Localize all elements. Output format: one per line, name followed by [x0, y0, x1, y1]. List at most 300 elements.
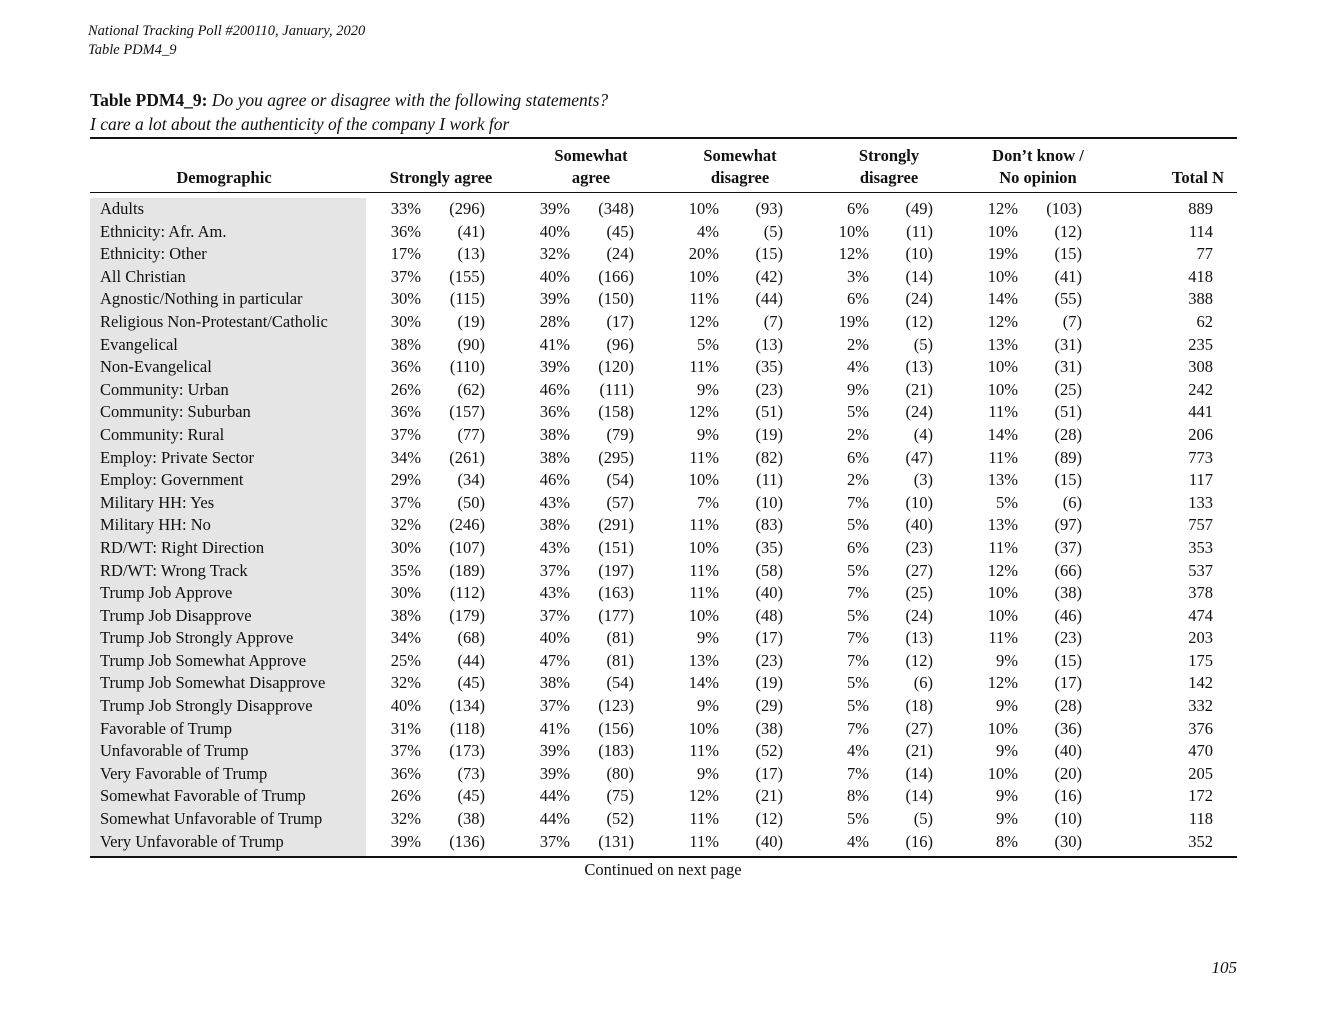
row-label: Favorable of Trump [100, 718, 232, 738]
cell-total-n: 418 [1188, 266, 1213, 286]
cell-swd-percent: 10% [688, 537, 719, 557]
cell-dk-percent: 13% [987, 515, 1018, 535]
cell-dk-percent: 9% [996, 741, 1018, 761]
cell-sa-count: (136) [449, 831, 485, 851]
cell-sd-percent: 5% [847, 402, 869, 422]
cell-sd-count: (16) [905, 831, 933, 851]
row-label: Somewhat Unfavorable of Trump [100, 809, 323, 829]
cell-total-n: 308 [1188, 357, 1213, 377]
cell-swa-percent: 37% [539, 831, 570, 851]
cell-total-n: 62 [1196, 311, 1213, 331]
cell-dk-count: (16) [1054, 786, 1082, 806]
cell-swd-percent: 4% [697, 221, 719, 241]
cell-dk-count: (40) [1054, 741, 1082, 761]
cell-dk-count: (30) [1054, 831, 1082, 851]
cell-swd-percent: 13% [688, 650, 719, 670]
cell-dk-count: (103) [1046, 199, 1082, 218]
cell-swa-count: (81) [606, 628, 634, 648]
cell-sd-count: (24) [905, 402, 933, 422]
cell-sa-count: (73) [457, 763, 485, 783]
cell-sd-percent: 4% [847, 741, 869, 761]
cell-swa-percent: 43% [539, 492, 570, 512]
cell-sd-count: (24) [905, 605, 933, 625]
cell-dk-count: (38) [1054, 583, 1082, 603]
cell-sd-percent: 7% [847, 763, 869, 783]
cell-sd-percent: 4% [847, 831, 869, 851]
cell-total-n: 77 [1196, 244, 1213, 264]
cell-swa-count: (295) [598, 447, 634, 467]
cell-sd-count: (14) [905, 266, 933, 286]
cell-swa-count: (156) [598, 718, 634, 738]
cell-dk-count: (15) [1054, 650, 1082, 670]
cell-dk-percent: 12% [987, 560, 1018, 580]
cell-dk-count: (15) [1054, 244, 1082, 264]
cell-sd-count: (3) [913, 470, 933, 490]
cell-swd-count: (44) [755, 289, 783, 309]
cell-swa-count: (177) [598, 605, 634, 625]
row-label: Ethnicity: Afr. Am. [100, 221, 227, 241]
cell-swa-percent: 37% [539, 696, 570, 716]
cell-sd-count: (14) [905, 763, 933, 783]
cell-dk-percent: 10% [987, 605, 1018, 625]
cell-sd-count: (25) [905, 583, 933, 603]
cell-swa-percent: 39% [539, 357, 570, 377]
cell-dk-count: (7) [1062, 311, 1082, 331]
cell-swa-count: (163) [598, 583, 634, 603]
cell-sd-count: (40) [905, 515, 933, 535]
cell-total-n: 757 [1188, 515, 1213, 535]
cell-dk-count: (37) [1054, 537, 1082, 557]
page-number: 105 [1211, 958, 1237, 977]
cell-swd-count: (19) [755, 673, 783, 693]
cell-sa-count: (19) [457, 311, 485, 331]
cell-swa-percent: 44% [539, 809, 570, 829]
cell-sa-percent: 37% [390, 266, 421, 286]
cell-swd-count: (17) [755, 628, 783, 648]
table-body [90, 198, 1237, 853]
row-label: Unfavorable of Trump [100, 741, 249, 761]
cell-sd-percent: 4% [847, 357, 869, 377]
cell-sd-count: (13) [905, 357, 933, 377]
row-label: Community: Suburban [100, 402, 251, 422]
cell-sa-count: (45) [457, 786, 485, 806]
cell-sd-count: (14) [905, 786, 933, 806]
cell-sa-percent: 36% [390, 221, 421, 241]
column-header-total-n: Total N [1171, 168, 1224, 187]
cell-total-n: 378 [1188, 583, 1213, 603]
table-row [90, 266, 1237, 289]
cell-swa-percent: 40% [539, 266, 570, 286]
row-label: Evangelical [100, 334, 178, 354]
cell-swa-percent: 41% [539, 334, 570, 354]
cell-sa-percent: 26% [390, 786, 421, 806]
cell-swd-percent: 9% [697, 628, 719, 648]
cell-sa-count: (173) [449, 741, 485, 761]
cell-swa-percent: 46% [539, 379, 570, 399]
cell-swd-percent: 11% [689, 809, 719, 829]
table-row [90, 695, 1237, 718]
table-row [90, 605, 1237, 628]
cell-sa-percent: 25% [390, 650, 421, 670]
cell-swa-count: (183) [598, 741, 634, 761]
cell-dk-count: (6) [1062, 492, 1082, 512]
cell-sd-count: (10) [905, 244, 933, 264]
cell-sd-count: (49) [905, 199, 933, 218]
cell-dk-count: (28) [1054, 424, 1082, 444]
cell-sd-percent: 7% [847, 583, 869, 603]
cell-swa-count: (150) [598, 289, 634, 309]
table-row [90, 740, 1237, 763]
row-label: Trump Job Approve [100, 583, 233, 603]
cell-sd-count: (11) [906, 221, 933, 241]
cell-swa-percent: 39% [539, 763, 570, 783]
table-row [90, 582, 1237, 605]
table-row [90, 401, 1237, 424]
row-label: Military HH: Yes [100, 492, 215, 512]
table-row [90, 560, 1237, 583]
table-row [90, 808, 1237, 831]
row-label: Trump Job Somewhat Disapprove [100, 673, 326, 693]
cell-swa-percent: 38% [539, 447, 570, 467]
cell-swa-percent: 36% [539, 402, 570, 422]
row-label: Employ: Government [100, 470, 244, 490]
cell-sa-count: (179) [449, 605, 485, 625]
cell-sa-count: (45) [457, 673, 485, 693]
cell-swa-percent: 37% [539, 605, 570, 625]
cell-dk-percent: 9% [996, 650, 1018, 670]
cell-swd-percent: 9% [697, 424, 719, 444]
cell-dk-count: (66) [1054, 560, 1082, 580]
cell-sa-count: (34) [457, 470, 485, 490]
cell-swa-percent: 41% [539, 718, 570, 738]
table-row [90, 424, 1237, 447]
cell-sa-percent: 29% [390, 470, 421, 490]
cell-sd-count: (18) [905, 696, 933, 716]
cell-sa-percent: 36% [390, 763, 421, 783]
cell-sa-percent: 32% [390, 673, 421, 693]
table-top-rule [90, 137, 1237, 139]
cell-swd-count: (52) [755, 741, 783, 761]
cell-total-n: 376 [1188, 718, 1213, 738]
cell-sa-percent: 30% [390, 583, 421, 603]
cell-total-n: 114 [1188, 221, 1213, 241]
column-header-dont-know: Don’t know / No opinion [992, 146, 1084, 187]
cell-sd-percent: 3% [847, 266, 869, 286]
cell-sa-count: (134) [449, 696, 485, 716]
cell-sd-count: (27) [905, 560, 933, 580]
row-label: Employ: Private Sector [100, 447, 254, 467]
cell-swd-percent: 7% [697, 492, 719, 512]
cell-swd-count: (5) [763, 221, 783, 241]
cell-swd-percent: 10% [688, 605, 719, 625]
row-label: Very Favorable of Trump [100, 763, 268, 783]
cell-sa-count: (107) [449, 537, 485, 557]
table-row [90, 198, 1237, 221]
cell-sa-count: (41) [457, 221, 485, 241]
cell-dk-count: (31) [1054, 357, 1082, 377]
cell-sa-count: (157) [449, 402, 485, 422]
cell-total-n: 142 [1188, 673, 1213, 693]
row-label: Trump Job Somewhat Approve [100, 650, 307, 670]
cell-sa-count: (90) [457, 334, 485, 354]
cell-swd-percent: 9% [697, 763, 719, 783]
table-statement: I care a lot about the authenticity of the company I work for [90, 114, 510, 134]
row-label: Community: Urban [100, 379, 229, 399]
cell-sa-count: (13) [457, 244, 485, 264]
row-label: Trump Job Strongly Disapprove [100, 696, 313, 716]
table-row [90, 672, 1237, 695]
cell-sa-percent: 36% [390, 357, 421, 377]
cell-swa-count: (158) [598, 402, 634, 422]
table-row [90, 537, 1237, 560]
cell-swd-percent: 9% [697, 379, 719, 399]
cell-swd-percent: 10% [688, 199, 719, 218]
cell-total-n: 205 [1188, 763, 1213, 783]
cell-total-n: 353 [1188, 537, 1213, 557]
cell-dk-percent: 11% [988, 628, 1018, 648]
cell-total-n: 206 [1188, 424, 1213, 444]
cell-sd-count: (27) [905, 718, 933, 738]
cell-swd-percent: 11% [689, 583, 719, 603]
column-header-somewhat-disagree: Somewhat disagree [703, 146, 777, 187]
cell-swd-percent: 11% [689, 289, 719, 309]
cell-sa-count: (115) [449, 289, 485, 309]
cell-swd-count: (29) [755, 696, 783, 716]
cell-total-n: 118 [1188, 809, 1213, 829]
cell-dk-percent: 10% [987, 221, 1018, 241]
table-row [90, 627, 1237, 650]
cell-sd-percent: 2% [847, 334, 869, 354]
cell-sa-count: (155) [449, 266, 485, 286]
row-label: Military HH: No [100, 515, 211, 535]
cell-swd-count: (58) [755, 560, 783, 580]
cell-sa-count: (44) [457, 650, 485, 670]
cell-sa-count: (110) [449, 357, 485, 377]
cell-sa-count: (112) [449, 583, 485, 603]
cell-dk-count: (41) [1054, 266, 1082, 286]
cell-swa-count: (197) [598, 560, 634, 580]
cell-sd-percent: 10% [838, 221, 869, 241]
cell-swa-percent: 46% [539, 470, 570, 490]
cell-swd-count: (23) [755, 650, 783, 670]
cell-sd-percent: 5% [847, 809, 869, 829]
cell-swd-percent: 20% [688, 244, 719, 264]
cell-swd-percent: 11% [689, 357, 719, 377]
cell-swa-count: (17) [606, 311, 634, 331]
cell-total-n: 470 [1188, 741, 1213, 761]
cell-swd-count: (82) [755, 447, 783, 467]
cell-dk-count: (89) [1054, 447, 1082, 467]
cell-dk-count: (31) [1054, 334, 1082, 354]
cell-total-n: 773 [1188, 447, 1213, 467]
cell-total-n: 235 [1188, 334, 1213, 354]
cell-total-n: 203 [1188, 628, 1213, 648]
cell-swd-count: (35) [755, 537, 783, 557]
row-label: Very Unfavorable of Trump [100, 831, 284, 851]
cell-sa-percent: 37% [390, 424, 421, 444]
cell-sa-count: (118) [449, 718, 485, 738]
cell-swa-percent: 44% [539, 786, 570, 806]
cell-swa-count: (79) [606, 424, 634, 444]
cell-dk-percent: 14% [987, 289, 1018, 309]
cell-sd-count: (5) [913, 809, 933, 829]
cell-swd-percent: 12% [688, 786, 719, 806]
cell-sa-count: (62) [457, 379, 485, 399]
cell-swd-count: (13) [755, 334, 783, 354]
cell-sd-count: (13) [905, 628, 933, 648]
cell-swd-count: (19) [755, 424, 783, 444]
cell-sd-count: (21) [905, 741, 933, 761]
cell-sd-percent: 7% [847, 650, 869, 670]
table-row [90, 718, 1237, 741]
cell-swa-percent: 47% [539, 650, 570, 670]
cell-sd-percent: 7% [847, 628, 869, 648]
row-label: Trump Job Disapprove [100, 605, 252, 625]
cell-swa-count: (151) [598, 537, 634, 557]
cell-swa-percent: 40% [539, 221, 570, 241]
table-row [90, 379, 1237, 402]
cell-swa-count: (120) [598, 357, 634, 377]
cell-sd-percent: 5% [847, 673, 869, 693]
cell-swa-count: (54) [606, 470, 634, 490]
cell-swa-count: (131) [598, 831, 634, 851]
row-label: All Christian [100, 266, 186, 286]
cell-sd-percent: 6% [847, 537, 869, 557]
cell-swd-percent: 14% [688, 673, 719, 693]
cell-dk-count: (55) [1054, 289, 1082, 309]
cell-swa-count: (123) [598, 696, 634, 716]
cell-dk-count: (36) [1054, 718, 1082, 738]
cell-swd-percent: 9% [697, 696, 719, 716]
cell-total-n: 175 [1188, 650, 1213, 670]
table-row [90, 447, 1237, 470]
cell-total-n: 441 [1188, 402, 1213, 422]
column-header-demographic: Demographic [176, 168, 272, 187]
cell-total-n: 889 [1188, 199, 1213, 218]
cell-swa-percent: 28% [539, 311, 570, 331]
cell-sa-percent: 39% [390, 831, 421, 851]
cell-sd-percent: 5% [847, 560, 869, 580]
row-label: Adults [100, 199, 145, 218]
cell-swd-count: (38) [755, 718, 783, 738]
continued-note: Continued on next page [584, 860, 742, 879]
cell-dk-percent: 11% [988, 447, 1018, 467]
cell-swd-percent: 10% [688, 266, 719, 286]
cell-dk-percent: 19% [987, 244, 1018, 264]
cell-swa-count: (166) [598, 266, 634, 286]
cell-swa-count: (75) [606, 786, 634, 806]
cell-total-n: 172 [1188, 786, 1213, 806]
cell-dk-percent: 10% [987, 357, 1018, 377]
table-row [90, 221, 1237, 244]
row-label: Religious Non-Protestant/Catholic [100, 311, 328, 331]
cell-dk-percent: 11% [988, 537, 1018, 557]
cell-dk-count: (97) [1054, 515, 1082, 535]
table-row [90, 288, 1237, 311]
column-header-somewhat-agree: Somewhat agree [554, 146, 628, 187]
cell-dk-percent: 9% [996, 809, 1018, 829]
cell-dk-percent: 12% [987, 311, 1018, 331]
row-label: RD/WT: Right Direction [100, 537, 265, 557]
cell-swa-count: (111) [599, 379, 634, 399]
cell-swa-percent: 39% [539, 199, 570, 218]
cell-sa-count: (38) [457, 809, 485, 829]
cell-swd-percent: 11% [689, 515, 719, 535]
cell-sd-count: (47) [905, 447, 933, 467]
cell-sa-percent: 37% [390, 492, 421, 512]
cell-dk-count: (51) [1054, 402, 1082, 422]
table-row [90, 356, 1237, 379]
cell-swd-count: (21) [755, 786, 783, 806]
column-header-strongly-disagree: Strongly disagree [858, 146, 920, 187]
cell-dk-percent: 5% [996, 492, 1018, 512]
cell-sd-percent: 2% [847, 470, 869, 490]
cell-dk-count: (17) [1054, 673, 1082, 693]
cell-sd-count: (23) [905, 537, 933, 557]
cell-swa-percent: 38% [539, 424, 570, 444]
table-row [90, 334, 1237, 357]
cell-sa-count: (261) [449, 447, 485, 467]
cell-swa-percent: 39% [539, 741, 570, 761]
table-title [90, 88, 608, 136]
table-row [90, 785, 1237, 808]
cell-swd-percent: 10% [688, 470, 719, 490]
cell-dk-percent: 12% [987, 673, 1018, 693]
cell-swd-percent: 12% [688, 311, 719, 331]
cell-swa-count: (24) [606, 244, 634, 264]
cell-dk-percent: 11% [988, 402, 1018, 422]
cell-swd-count: (10) [755, 492, 783, 512]
cell-swa-count: (291) [598, 515, 634, 535]
cell-sa-percent: 30% [390, 289, 421, 309]
cell-sa-percent: 40% [390, 696, 421, 716]
cell-swd-percent: 11% [689, 560, 719, 580]
cell-swd-count: (40) [755, 583, 783, 603]
cell-swa-percent: 43% [539, 583, 570, 603]
cell-sa-percent: 33% [390, 199, 421, 218]
row-label: Somewhat Favorable of Trump [100, 786, 306, 806]
cell-total-n: 117 [1188, 470, 1213, 490]
cell-sd-percent: 7% [847, 718, 869, 738]
cell-swd-count: (11) [756, 470, 783, 490]
cell-swd-percent: 11% [689, 831, 719, 851]
cell-sa-percent: 30% [390, 311, 421, 331]
cell-swd-percent: 11% [689, 447, 719, 467]
cell-sd-percent: 5% [847, 696, 869, 716]
cell-sa-count: (50) [457, 492, 485, 512]
cell-sd-percent: 9% [847, 379, 869, 399]
cell-swd-percent: 5% [697, 334, 719, 354]
cell-sd-count: (4) [913, 424, 933, 444]
cell-sd-count: (12) [905, 650, 933, 670]
row-label: Ethnicity: Other [100, 244, 207, 264]
cell-dk-percent: 10% [987, 266, 1018, 286]
cell-swd-count: (48) [755, 605, 783, 625]
cell-swa-count: (96) [606, 334, 634, 354]
cell-sa-count: (77) [457, 424, 485, 444]
cell-swd-count: (51) [755, 402, 783, 422]
cell-swd-count: (40) [755, 831, 783, 851]
cell-dk-count: (28) [1054, 696, 1082, 716]
cell-dk-percent: 9% [996, 696, 1018, 716]
cell-sd-percent: 19% [838, 311, 869, 331]
cell-dk-percent: 14% [987, 424, 1018, 444]
cell-dk-percent: 9% [996, 786, 1018, 806]
cell-sd-count: (21) [905, 379, 933, 399]
cell-sd-percent: 6% [847, 289, 869, 309]
cell-swa-count: (348) [598, 199, 634, 218]
table-id: Table PDM4_9 [88, 42, 177, 58]
